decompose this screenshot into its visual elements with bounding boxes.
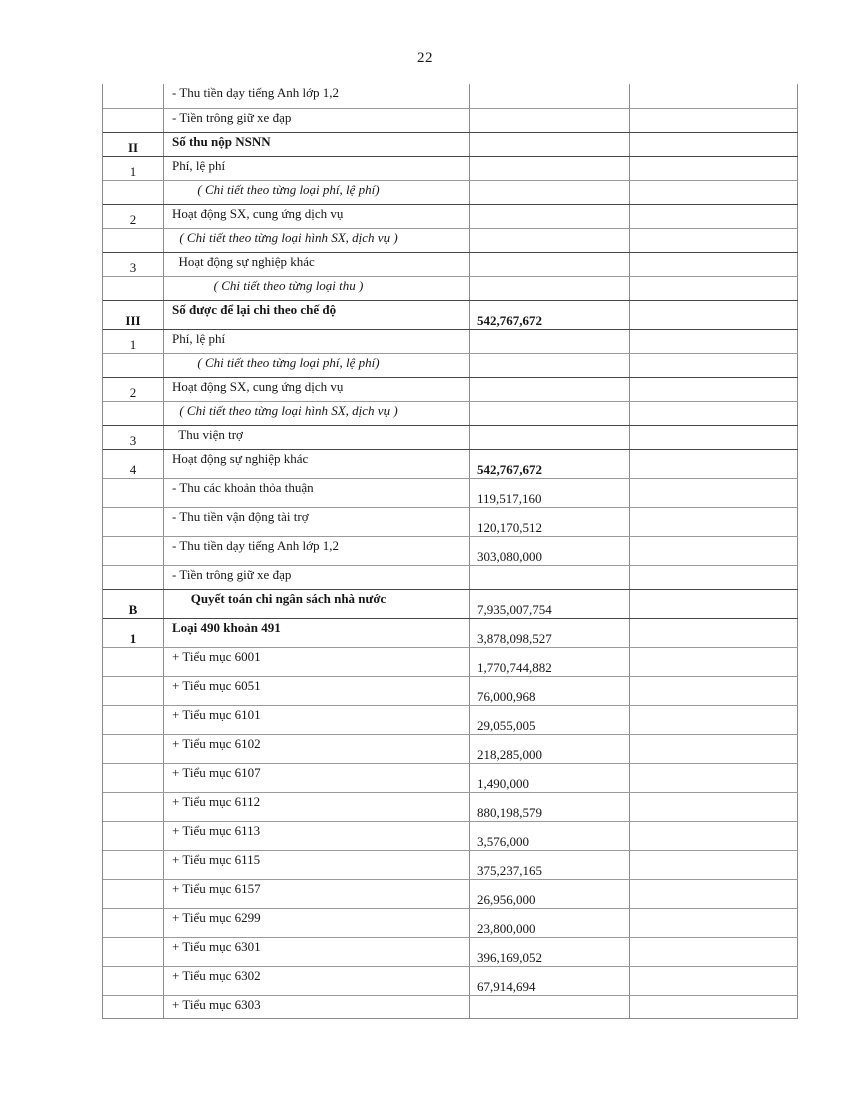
table-row: [103, 108, 798, 132]
row-label-cell: Hoạt động sự nghiệp khác: [164, 450, 470, 478]
row-label-cell: ( Chi tiết theo từng loại hình SX, dịch vụ ): [164, 402, 470, 425]
row-label-cell: - Tiền trông giữ xe đạp: [164, 566, 470, 589]
table-row: [103, 937, 798, 966]
table-row: [103, 763, 798, 792]
row-empty-cell: [630, 909, 798, 937]
table-row: [103, 228, 798, 252]
table-row: [103, 821, 798, 850]
row-value-cell: [470, 157, 630, 180]
row-index-cell: [103, 967, 164, 995]
row-empty-cell: [630, 378, 798, 401]
table-row: [103, 507, 798, 536]
row-label-cell: Hoạt động SX, cung ứng dịch vụ: [164, 205, 470, 228]
row-value-cell: 29,055,005: [470, 706, 630, 734]
row-index-cell: II: [103, 133, 164, 156]
row-index-cell: [103, 537, 164, 565]
row-index-cell: 1: [103, 157, 164, 180]
row-empty-cell: [630, 648, 798, 676]
row-label-cell: Hoạt động sự nghiệp khác: [164, 253, 470, 276]
table-row: [103, 966, 798, 995]
row-label-cell: ( Chi tiết theo từng loại phí, lệ phí): [164, 181, 470, 204]
row-index-cell: [103, 402, 164, 425]
row-empty-cell: [630, 205, 798, 228]
row-index-cell: 1: [103, 330, 164, 353]
row-value-cell: 26,956,000: [470, 880, 630, 908]
row-label-cell: Loại 490 khoản 491: [164, 619, 470, 647]
row-index-cell: [103, 938, 164, 966]
row-label-cell: + Tiểu mục 6107: [164, 764, 470, 792]
row-label-cell: + Tiểu mục 6101: [164, 706, 470, 734]
row-empty-cell: [630, 133, 798, 156]
row-index-cell: III: [103, 301, 164, 329]
table-row: [103, 84, 798, 108]
row-value-cell: [470, 205, 630, 228]
table-row: [103, 647, 798, 676]
row-index-cell: [103, 229, 164, 252]
row-empty-cell: [630, 181, 798, 204]
row-value-cell: 542,767,672: [470, 301, 630, 329]
row-empty-cell: [630, 793, 798, 821]
table-row: [103, 734, 798, 763]
row-empty-cell: [630, 537, 798, 565]
row-index-cell: 3: [103, 426, 164, 449]
row-empty-cell: [630, 822, 798, 850]
row-label-cell: + Tiểu mục 6051: [164, 677, 470, 705]
row-empty-cell: [630, 508, 798, 536]
row-label-cell: - Tiền trông giữ xe đạp: [164, 109, 470, 132]
page-number: 22: [417, 50, 433, 66]
table-row: [103, 132, 798, 156]
row-empty-cell: [630, 301, 798, 329]
row-value-cell: [470, 84, 630, 108]
row-label-cell: - Thu tiền dạy tiếng Anh lớp 1,2: [164, 84, 470, 108]
row-empty-cell: [630, 619, 798, 647]
row-value-cell: 218,285,000: [470, 735, 630, 763]
row-label-cell: + Tiểu mục 6102: [164, 735, 470, 763]
row-index-cell: [103, 880, 164, 908]
row-value-cell: [470, 330, 630, 353]
table-row: [103, 618, 798, 647]
table-row: [103, 204, 798, 228]
row-empty-cell: [630, 590, 798, 618]
row-empty-cell: [630, 566, 798, 589]
table-row: [103, 329, 798, 353]
row-label-cell: + Tiểu mục 6302: [164, 967, 470, 995]
row-index-cell: [103, 479, 164, 507]
row-value-cell: [470, 566, 630, 589]
row-value-cell: 375,237,165: [470, 851, 630, 879]
row-empty-cell: [630, 109, 798, 132]
row-empty-cell: [630, 851, 798, 879]
row-value-cell: 396,169,052: [470, 938, 630, 966]
row-value-cell: 67,914,694: [470, 967, 630, 995]
table-row: [103, 156, 798, 180]
row-label-cell: ( Chi tiết theo từng loại hình SX, dịch vụ ): [164, 229, 470, 252]
table-row: [103, 252, 798, 276]
row-empty-cell: [630, 880, 798, 908]
row-value-cell: 7,935,007,754: [470, 590, 630, 618]
table-row: [103, 425, 798, 449]
row-index-cell: [103, 909, 164, 937]
table-row: [103, 792, 798, 821]
table-row: [103, 377, 798, 401]
row-index-cell: [103, 735, 164, 763]
row-label-cell: - Thu tiền dạy tiếng Anh lớp 1,2: [164, 537, 470, 565]
row-index-cell: 1: [103, 619, 164, 647]
table-row: [103, 300, 798, 329]
row-index-cell: [103, 822, 164, 850]
row-label-cell: ( Chi tiết theo từng loại phí, lệ phí): [164, 354, 470, 377]
row-empty-cell: [630, 450, 798, 478]
row-index-cell: 4: [103, 450, 164, 478]
row-empty-cell: [630, 677, 798, 705]
row-value-cell: [470, 229, 630, 252]
row-index-cell: [103, 706, 164, 734]
row-index-cell: [103, 508, 164, 536]
row-label-cell: + Tiểu mục 6301: [164, 938, 470, 966]
row-index-cell: [103, 354, 164, 377]
row-value-cell: 3,576,000: [470, 822, 630, 850]
row-label-cell: + Tiểu mục 6303: [164, 996, 470, 1018]
row-value-cell: [470, 402, 630, 425]
row-empty-cell: [630, 229, 798, 252]
report-table: [102, 84, 798, 1019]
table-row: [103, 276, 798, 300]
row-empty-cell: [630, 479, 798, 507]
row-label-cell: + Tiểu mục 6001: [164, 648, 470, 676]
row-index-cell: 2: [103, 205, 164, 228]
row-value-cell: 3,878,098,527: [470, 619, 630, 647]
table-row: [103, 536, 798, 565]
table-row: [103, 449, 798, 478]
table-row: [103, 401, 798, 425]
row-index-cell: [103, 851, 164, 879]
row-empty-cell: [630, 402, 798, 425]
row-label-cell: Phí, lệ phí: [164, 157, 470, 180]
row-value-cell: [470, 181, 630, 204]
row-value-cell: [470, 354, 630, 377]
row-empty-cell: [630, 157, 798, 180]
row-value-cell: [470, 109, 630, 132]
table-row: [103, 180, 798, 204]
row-label-cell: + Tiểu mục 6157: [164, 880, 470, 908]
row-index-cell: [103, 764, 164, 792]
row-index-cell: [103, 566, 164, 589]
row-label-cell: + Tiểu mục 6112: [164, 793, 470, 821]
row-index-cell: [103, 677, 164, 705]
row-value-cell: [470, 426, 630, 449]
row-empty-cell: [630, 735, 798, 763]
row-empty-cell: [630, 996, 798, 1018]
row-index-cell: [103, 109, 164, 132]
row-empty-cell: [630, 330, 798, 353]
row-index-cell: [103, 181, 164, 204]
row-label-cell: Quyết toán chi ngân sách nhà nước: [164, 590, 470, 618]
row-empty-cell: [630, 253, 798, 276]
table-row: [103, 879, 798, 908]
row-label-cell: Hoạt động SX, cung ứng dịch vụ: [164, 378, 470, 401]
table-row: [103, 850, 798, 879]
table-row: [103, 995, 798, 1019]
row-index-cell: [103, 793, 164, 821]
row-value-cell: 542,767,672: [470, 450, 630, 478]
row-empty-cell: [630, 354, 798, 377]
row-index-cell: 2: [103, 378, 164, 401]
row-index-cell: [103, 996, 164, 1018]
table-row: [103, 676, 798, 705]
row-label-cell: Số thu nộp NSNN: [164, 133, 470, 156]
row-empty-cell: [630, 967, 798, 995]
row-value-cell: 119,517,160: [470, 479, 630, 507]
row-index-cell: [103, 648, 164, 676]
row-empty-cell: [630, 938, 798, 966]
row-value-cell: 23,800,000: [470, 909, 630, 937]
row-label-cell: - Thu các khoản thỏa thuận: [164, 479, 470, 507]
row-value-cell: [470, 378, 630, 401]
table-row: [103, 705, 798, 734]
table-row: [103, 353, 798, 377]
row-empty-cell: [630, 277, 798, 300]
row-empty-cell: [630, 84, 798, 108]
table-row: [103, 908, 798, 937]
row-value-cell: 1,770,744,882: [470, 648, 630, 676]
row-empty-cell: [630, 764, 798, 792]
row-empty-cell: [630, 706, 798, 734]
row-value-cell: [470, 253, 630, 276]
row-index-cell: B: [103, 590, 164, 618]
table-row: [103, 478, 798, 507]
row-value-cell: 880,198,579: [470, 793, 630, 821]
row-value-cell: 120,170,512: [470, 508, 630, 536]
row-index-cell: 3: [103, 253, 164, 276]
row-value-cell: [470, 133, 630, 156]
row-index-cell: [103, 84, 164, 108]
row-label-cell: Phí, lệ phí: [164, 330, 470, 353]
row-label-cell: Thu viện trợ: [164, 426, 470, 449]
row-index-cell: [103, 277, 164, 300]
row-value-cell: 76,000,968: [470, 677, 630, 705]
row-value-cell: 1,490,000: [470, 764, 630, 792]
row-label-cell: + Tiểu mục 6113: [164, 822, 470, 850]
row-label-cell: + Tiểu mục 6115: [164, 851, 470, 879]
row-label-cell: Số được để lại chi theo chế độ: [164, 301, 470, 329]
row-empty-cell: [630, 426, 798, 449]
row-value-cell: [470, 277, 630, 300]
row-value-cell: 303,080,000: [470, 537, 630, 565]
row-value-cell: [470, 996, 630, 1018]
row-label-cell: ( Chi tiết theo từng loại thu ): [164, 277, 470, 300]
row-label-cell: - Thu tiền vận động tài trợ: [164, 508, 470, 536]
row-label-cell: + Tiểu mục 6299: [164, 909, 470, 937]
table-row: [103, 565, 798, 589]
table-row: [103, 589, 798, 618]
